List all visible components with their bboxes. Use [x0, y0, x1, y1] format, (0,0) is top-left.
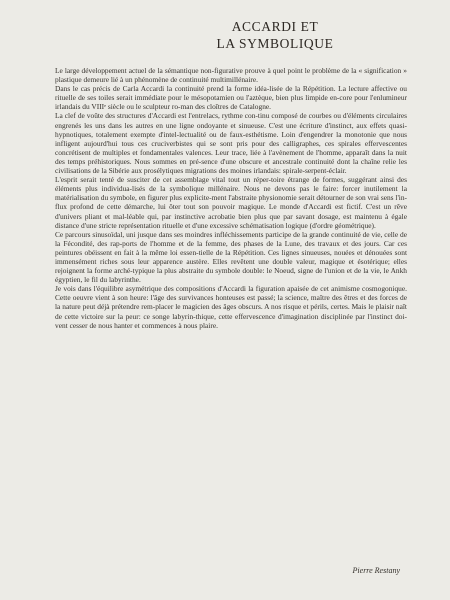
title-line-1: ACCARDI ET: [231, 19, 319, 34]
paragraph-5: Ce parcours sinusoïdal, uni jusque dans ses moindres infléchissements participe de la grande continuité de vie, celle de la Fécondité, des rap-ports de l'homme et de la femme, des phases de la Lune, des travaux et des jours. Car ces peintures obéissent en fait à la même loi essen-tielle de la Répétition. Ces lignes sinueuses, nouées et dénouées sont immensément riches sous leur apparence austère. Elles revêtent une double valeur, magique et ésotérique; elles rejoignent la forme arché-typique la plus abstraite du symbole double: le Noeud, signe de l'union et de la vie, le Ankh égyptien, le fil du labyrinthe.: [55, 229, 407, 285]
article-body: [55, 66, 407, 330]
paragraph-2: Dans le cas précis de Carla Accardi la continuité prend la forme idéa-lisée de la Répétition. La lecture affective ou rituelle de ses toiles serait immédiate pour le mésopotamien ou l'aztèque, bien plus limpide en-core pour l'enlumineur irlandais du VIIIᵉ siècle ou le sculpteur ro-man des cloîtres de Catalogne.: [55, 84, 407, 112]
paragraph-3: La clef de voûte des structures d'Accardi est l'entrelacs, rythme con-tinu composé de courbes ou d'éléments circulaires engrenés les uns dans les autres en une ligne ondoyante et sinueuse. C'est une écriture d'instinct, aux effets quasi-hypnotiques, totalement exempte d'intel-lectualité ou de faux-esthétisme. Loin d'engendrer la monotonie que nous infligent aujourd'hui tous ces cruciverbistes qui se sont pris pour des calligraphes, ces spirales effervescentes concrétisent de multiples et fondamentales valences. Leur trace, liée à l'avènement de l'homme, apparaît dans la nuit des temps préhistoriques. Nous sommes en pré-sence d'une obscure et ancestrale continuité dont la chaîne relie les civilisations de la Sibérie aux prosélytiques migrations des moines irlandais: spirale-serpent-éclair.: [55, 111, 407, 176]
paragraph-6: Je vois dans l'équilibre asymétrique des compositions d'Accardi la figuration apaisée de cet animisme cosmogonique. Cette oeuvre vient à son heure: l'âge des survivances honteuses est passé; la science, maître des êtres et des forces de la nature peut déjà prétendre rem-placer le magicien des âges obscurs. A nos risque et périls, certes. Mais le plaisir naît de cette victoire sur la peur: ce songe labyrin-thique, cette effervescence d'imagination disciplinée par l'instinct doi-vent cesser de nous hanter et commences à nous plaire.: [55, 284, 407, 330]
title-line-2: LA SYMBOLIQUE: [216, 36, 334, 51]
paragraph-4: L'esprit serait tenté de susciter de cet assemblage vital tout un réper-toire étrange de formes, suggérant ainsi des éléments plus individua-lisés de la symbolique millénaire. Nous ne devons pas le faire: forcer inutilement la matérialisation du symbole, en figurer plus explicite-ment l'abstraite physionomie serait détourner de son vrai sens l'in-flux profond de cette démarche, lui ôter tout son pouvoir magique. Le monde d'Accardi est fictif. C'est un rêve d'univers pliant et mal-léable qui, par instinctive acrobatie bien plus que par savant dosage, est maintenu à égale distance d'une stricte représentation rituelle et d'une excessive schématisation logique (d'ordre géométrique).: [55, 175, 407, 230]
author-signature: Pierre Restany: [352, 566, 400, 575]
paragraph-1: Le large développement actuel de la sémantique non-figurative prouve à quel point le problème de la « signification » plastique demeure lié à un phénomène de continuité multimillénaire.: [55, 66, 407, 85]
article-title: [190, 18, 360, 52]
